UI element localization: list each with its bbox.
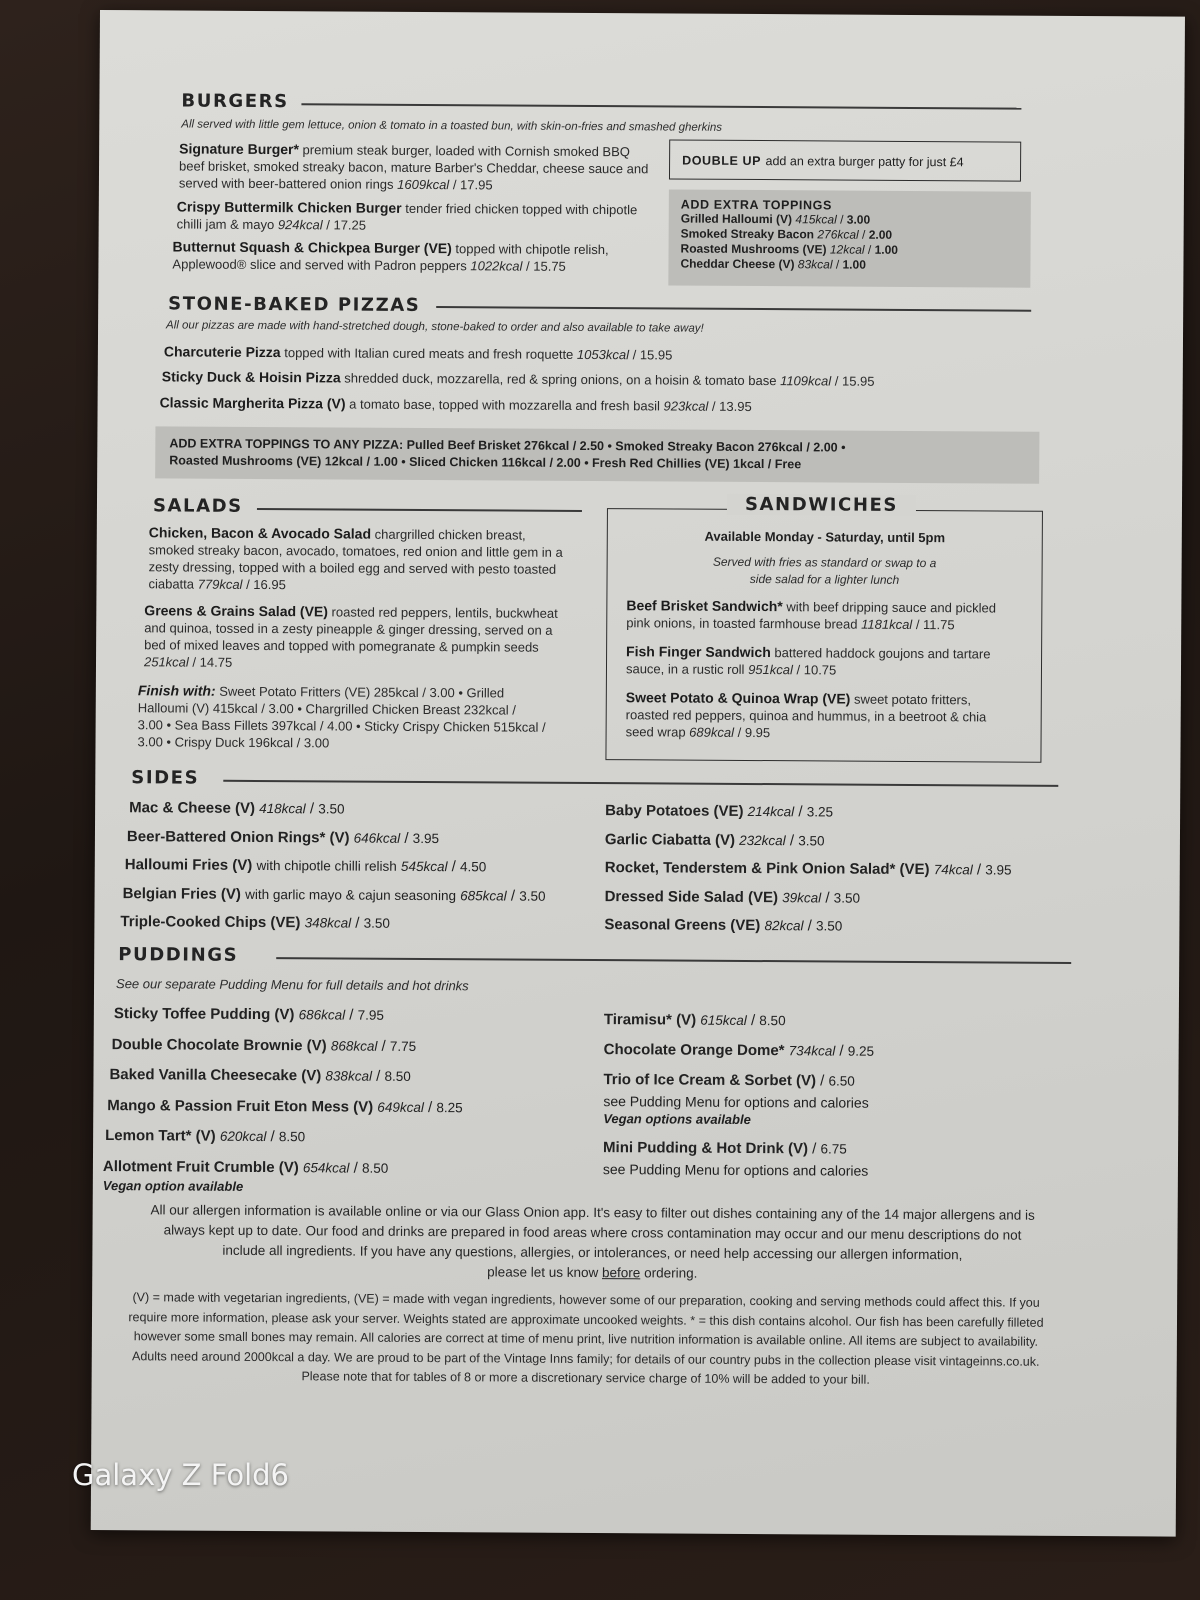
burgers-rule	[301, 103, 1021, 109]
side-item: Garlic Ciabatta (V) 232kcal / 3.50	[604, 830, 825, 849]
burger-item-signature: Signature Burger* premium steak burger, loaded with Cornish smoked BBQ beef brisket, smoked streaky bacon, mature Barber's Cheddar, cheese sauce and served with beer-battered onion rings 1609kcal / 17.95	[178, 140, 649, 193]
burgers-subtitle: All served with little gem lettuce, onion & tomato in a toasted bun, with skin-on-fries and smashed gherkins	[181, 118, 723, 134]
side-item: Beer-Battered Onion Rings* (V) 646kcal / 3.95	[126, 827, 440, 847]
pizzas-title: STONE-BAKED PIZZAS	[168, 293, 421, 316]
side-item: Halloumi Fries (V) with chipotle chilli relish 545kcal / 4.50	[124, 856, 487, 876]
extra-topping: Smoked Streaky Bacon 276kcal / 2.00	[680, 226, 893, 242]
sides-title: SIDES	[131, 767, 200, 789]
salad-finish-with: Finish with: Sweet Potato Fritters (VE) 285kcal / 3.00 • Grilled Halloumi (V) 415kcal / 3.00 • Chargrilled Chicken Breast 232kcal / 3.00 • Sea Bass Fillets 397kcal / 4.00 • Sticky Crispy Chicken 515kcal / 3.00 • Crispy Duck 196kcal / 3.00	[137, 682, 546, 751]
pudding-item: Allotment Fruit Crumble (V) 654kcal / 8.50	[102, 1157, 389, 1177]
pudding-item: Double Chocolate Brownie (V) 868kcal / 7.75	[111, 1035, 417, 1055]
item-name: Butternut Squash & Chickpea Burger (VE)	[172, 238, 452, 257]
double-up-box	[669, 139, 1021, 181]
item-name: Signature Burger*	[179, 140, 300, 158]
pizza-item: Sticky Duck & Hoisin Pizza shredded duck, mozzarella, red & spring onions, on a hoisin & tomato base 1109kcal / 15.95	[161, 368, 875, 389]
pizza-extras-box: ADD EXTRA TOPPINGS TO ANY PIZZA: Pulled Beef Brisket 276kcal / 2.50 • Smoked Streaky Bacon 276kcal / 2.00 • Roasted Mushrooms (VE) 12kcal / 1.00 • Sliced Chicken 116kcal / 2.00 • Fresh Red Chillies (VE) 1kcal / Free	[155, 426, 1039, 483]
sides-rule	[223, 780, 1058, 787]
legal-info: (V) = made with vegetarian ingredients, (VE) = made with vegan ingredients, however some of our preparation, cooking and serving methods could affect this. If you require more information, please ask your server. Weights stated are approximate uncooked weights. * = this dish contains alcohol. Our fish has been carefully filleted however some small bones may remain. All calories are correct at time of menu print, live nutrition information is available online. All items are subject to availability. Adults need around 2000kcal a day. We are proud to be part of the Vintage Inns family; for details of our country pubs in the collection please visit vintageinns.co.uk. Please note that for tables of 8 or more a discretionary service charge of 10% will be added to your bill.	[128, 1290, 1044, 1387]
side-item: Baby Potatoes (VE) 214kcal / 3.25	[605, 802, 834, 821]
burgers-title: BURGERS	[181, 90, 289, 113]
camera-watermark: Galaxy Z Fold6	[72, 1458, 290, 1492]
extra-topping: Cheddar Cheese (V) 83kcal / 1.00	[680, 256, 866, 272]
double-up-text: add an extra burger patty for just £4	[765, 154, 964, 170]
salads-rule	[257, 508, 582, 511]
pudding-mini: Mini Pudding & Hot Drink (V) / 6.75	[603, 1139, 847, 1158]
pizzas-subtitle: All our pizzas are made with hand-stretched dough, stone-baked to order and also available to take away!	[166, 319, 704, 335]
burger-item-chicken: Crispy Buttermilk Chicken Burger tender fried chicken topped with chipotle chilli jam & mayo 924kcal / 17.25	[176, 198, 638, 233]
pizza-extras-label: ADD EXTRA TOPPINGS TO ANY PIZZA:	[169, 436, 404, 452]
sandwich-item: Fish Finger Sandwich battered haddock goujons and tartare sauce, in a rustic roll 951kcal / 10.75	[625, 643, 991, 678]
crumble-vegan-note: Vegan option available	[102, 1177, 244, 1194]
pizza-item: Classic Margherita Pizza (V) a tomato base, topped with mozzarella and fresh basil 923kcal / 13.95	[159, 394, 752, 414]
puddings-left-list	[102, 1004, 464, 1195]
burger-extras-title: ADD EXTRA TOPPINGS	[680, 197, 832, 213]
item-name: Crispy Buttermilk Chicken Burger	[176, 198, 402, 216]
extra-topping: Grilled Halloumi (V) 415kcal / 3.00	[680, 211, 871, 227]
sandwiches-title: SANDWICHES	[744, 493, 899, 516]
sandwich-item: Sweet Potato & Quinoa Wrap (VE) sweet potato fritters, roasted red peppers, quinoa and hummus, in a beetroot & chia seed wrap 689kcal / 9.95	[625, 689, 987, 741]
sandwiches-availability: Available Monday - Saturday, until 5pm	[704, 528, 946, 546]
puddings-right-list: Tiramisu* (V) 615kcal / 8.50 Chocolate Orange Dome* 734kcal / 9.25 Trio of Ice Cream & Sorbet (V) / 6.50 see Pudding Menu for options and calories Vegan options available Mini Pudding & Hot Drink (V) / 6.75 see Pudding Menu for options and calories	[602, 1011, 875, 1179]
salad-item: Greens & Grains Salad (VE) roasted red peppers, lentils, buckwheat and quinoa, tossed in a zesty pineapple & ginger dressing, served on a bed of mixed leaves and topped with pomegranate & pumpkin seeds 251kcal / 14.75	[143, 602, 558, 670]
pudding-item: Tiramisu* (V) 615kcal / 8.50	[603, 1011, 786, 1030]
double-up-label: DOUBLE UP	[682, 153, 762, 169]
puddings-subtitle: See our separate Pudding Menu for full details and hot drinks	[116, 976, 469, 994]
salad-item: Chicken, Bacon & Avocado Salad chargrilled chicken breast, smoked streaky bacon, avocado, tomatoes, red onion and little gem in a zesty dressing, topped with a boiled egg and served with pesto toasted ciabatta 779kcal / 16.95	[148, 524, 563, 593]
pudding-trio: Trio of Ice Cream & Sorbet (V) / 6.50	[603, 1071, 855, 1090]
sandwiches-title-wrap	[727, 494, 916, 516]
menu-sheet	[91, 10, 1185, 1537]
side-item: Seasonal Greens (VE) 82kcal / 3.50	[604, 916, 843, 935]
pudding-item: Chocolate Orange Dome* 734kcal / 9.25	[603, 1041, 875, 1060]
pizzas-rule	[436, 306, 1031, 311]
sandwiches-note: Served with fries as standard or swap to a side salad for a lighter lunch	[712, 554, 937, 587]
side-item: Mac & Cheese (V) 418kcal / 3.50	[129, 799, 345, 818]
side-item: Rocket, Tenderstem & Pink Onion Salad* (VE) 74kcal / 3.95	[604, 859, 1012, 879]
pudding-item: Lemon Tart* (V) 620kcal / 8.50	[105, 1127, 306, 1146]
side-item: Belgian Fries (V) with garlic mayo & cajun seasoning 685kcal / 3.50	[122, 884, 546, 905]
allergen-info: All our allergen information is available online or via our Glass Onion app. It's easy to filter out dishes containing any of the 14 major allergens and is always kept up to date. Our food and drinks are prepared in food areas where cross contamination may occur and our menu descriptions do not include all ingredients. If you have any questions, allergies, or intolerances, or need help accessing our allergen information, please let us know before ordering.	[150, 1202, 1035, 1281]
sides-right-list	[604, 801, 1012, 946]
pudding-item: Mango & Passion Fruit Eton Mess (V) 649kcal / 8.25	[107, 1096, 463, 1116]
pudding-item: Sticky Toffee Pudding (V) 686kcal / 7.95	[113, 1005, 385, 1024]
burger-extras-box	[668, 189, 1031, 287]
side-item: Dressed Side Salad (VE) 39kcal / 3.50	[604, 887, 861, 906]
puddings-title: PUDDINGS	[118, 944, 239, 966]
side-item: Triple-Cooked Chips (VE) 348kcal / 3.50	[120, 913, 391, 932]
pizza-item: Charcuterie Pizza topped with Italian cured meats and fresh roquette 1053kcal / 15.95	[163, 343, 673, 363]
pudding-item: Baked Vanilla Cheesecake (V) 838kcal / 8.50	[109, 1066, 411, 1085]
puddings-rule	[276, 957, 1071, 963]
salads-title: SALADS	[152, 495, 243, 517]
extra-topping: Roasted Mushrooms (VE) 12kcal / 1.00	[680, 241, 899, 257]
sandwich-item: Beef Brisket Sandwich* with beef dripping sauce and pickled pink onions, in toasted farmhouse bread 1181kcal / 11.75	[626, 597, 997, 633]
sides-left-list	[120, 798, 546, 943]
burger-item-squash: Butternut Squash & Chickpea Burger (VE) topped with chipotle relish, Applewood® slice and served with Padron peppers 1022kcal / 15.75	[172, 238, 609, 274]
